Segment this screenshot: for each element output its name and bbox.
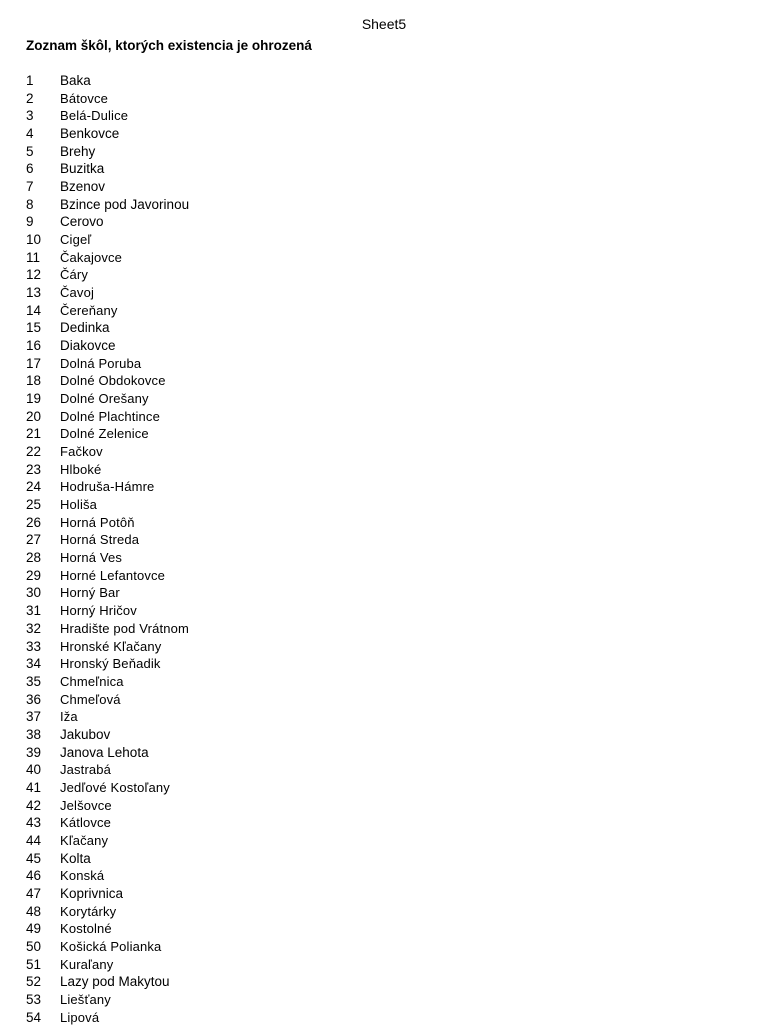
list-item [26,867,189,885]
list-item [26,655,189,673]
row-number: 50 [26,938,42,954]
row-number: 33 [26,638,42,654]
school-name: Fačkov [60,444,103,460]
school-name: Cerovo [60,214,104,230]
row-number: 22 [26,444,42,460]
list-item [26,567,189,585]
row-number: 10 [26,232,42,248]
list-item [26,196,189,214]
list-item [26,620,189,638]
school-list [26,72,189,1026]
school-name: Kostolné [60,921,112,937]
school-name: Dolné Zelenice [60,426,149,442]
list-item [26,302,189,320]
school-name: Cigeľ [60,232,92,248]
list-item [26,90,189,108]
list-item [26,143,189,161]
school-name: Horný Hričov [60,603,137,619]
school-name: Čáry [60,267,89,283]
row-number: 34 [26,656,42,672]
school-name: Hronské Kľačany [60,638,162,654]
list-item [26,938,189,956]
list-item [26,744,189,762]
row-number: 16 [26,338,42,354]
row-number: 25 [26,497,42,513]
row-number: 17 [26,355,42,371]
school-name: Čavoj [60,285,94,301]
list-item [26,726,189,744]
list-item [26,956,189,974]
school-name: Horná Streda [60,532,140,548]
list-item [26,319,189,337]
school-name: Liešťany [60,991,111,1007]
row-number: 37 [26,709,42,725]
row-number: 39 [26,744,42,760]
school-name: Dedinka [60,320,110,336]
list-item [26,832,189,850]
school-name: Chmeľová [60,691,121,707]
school-name: Koprivnica [60,885,124,901]
list-item [26,673,189,691]
document-title: Zoznam škôl, ktorých existencia je ohrozená [26,38,312,53]
row-number: 48 [26,903,42,919]
list-item [26,1009,189,1026]
school-name: Jedľové Kostoľany [60,779,170,795]
school-name: Chmeľnica [60,673,124,689]
school-name: Dolné Obdokovce [60,373,166,389]
list-item [26,125,189,143]
list-item [26,797,189,815]
school-name: Bzenov [60,179,106,195]
row-number: 53 [26,991,42,1007]
row-number: 19 [26,391,42,407]
school-name: Čakajovce [60,249,123,265]
row-number: 54 [26,1009,42,1025]
list-item [26,284,189,302]
school-name: Čereňany [60,302,118,318]
list-item [26,249,189,267]
row-number: 27 [26,532,42,548]
list-item [26,496,189,514]
list-item [26,461,189,479]
list-item [26,178,189,196]
row-number: 3 [26,108,34,124]
school-name: Brehy [60,143,96,159]
list-item [26,107,189,125]
row-number: 1 [26,73,34,88]
list-item [26,337,189,355]
list-item [26,973,189,991]
school-name: Horná Ves [60,550,123,566]
school-name: Kolta [60,850,91,866]
list-item [26,638,189,656]
row-number: 20 [26,408,42,424]
list-item [26,372,189,390]
row-number: 23 [26,461,42,477]
school-name: Benkovce [60,126,120,142]
school-name: Janova Lehota [60,744,149,760]
row-number: 8 [26,196,34,212]
school-name: Hlboké [60,461,102,477]
row-number: 52 [26,974,42,990]
list-item [26,408,189,426]
school-name: Košická Polianka [60,938,162,954]
row-number: 14 [26,302,42,318]
row-number: 42 [26,797,42,813]
school-name: Jastrabá [60,762,112,778]
row-number: 15 [26,320,42,336]
row-number: 40 [26,762,42,778]
row-number: 21 [26,426,42,442]
list-item [26,584,189,602]
list-item [26,903,189,921]
row-number: 51 [26,956,42,972]
list-item [26,850,189,868]
sheet-name: Sheet5 [361,16,407,32]
row-number: 49 [26,921,42,937]
school-name: Belá-Dulice [60,108,129,124]
school-name: Horný Bar [60,585,120,601]
school-name: Baka [60,73,91,88]
row-number: 44 [26,832,42,848]
school-name: Horné Lefantovce [60,567,166,583]
row-number: 46 [26,868,42,884]
list-item [26,814,189,832]
school-name: Bzince pod Javorinou [60,196,190,212]
row-number: 13 [26,285,42,301]
list-item [26,779,189,797]
list-item [26,266,189,284]
row-number: 45 [26,850,42,866]
school-name: Diakovce [60,338,116,354]
list-item [26,478,189,496]
row-number: 26 [26,514,42,530]
row-number: 5 [26,143,34,159]
school-name: Horná Potôň [60,514,135,530]
row-number: 11 [26,249,41,265]
school-name: Kátlovce [60,815,112,831]
list-item [26,231,189,249]
list-item [26,708,189,726]
list-item [26,514,189,532]
row-number: 7 [26,179,34,195]
row-number: 6 [26,161,34,177]
school-name: Dolné Plachtince [60,408,160,424]
school-name: Buzitka [60,161,105,177]
list-item [26,991,189,1009]
row-number: 30 [26,585,42,601]
row-number: 36 [26,691,42,707]
list-item [26,885,189,903]
school-name: Dolné Orešany [60,391,149,407]
list-item [26,72,189,90]
row-number: 47 [26,885,42,901]
school-name: Lipová [60,1009,100,1025]
school-name: Kuraľany [60,956,114,972]
list-item [26,691,189,709]
row-number: 41 [26,779,42,795]
school-name: Hodruša-Hámre [60,479,155,495]
list-item [26,761,189,779]
row-number: 9 [26,214,34,230]
school-name: Bátovce [60,90,109,106]
school-name: Hradište pod Vrátnom [60,620,189,636]
list-item [26,549,189,567]
school-name: Holiša [60,497,98,513]
row-number: 28 [26,550,42,566]
list-item [26,355,189,373]
list-item [26,443,189,461]
list-item [26,390,189,408]
row-number: 4 [26,126,34,142]
school-name: Hronský Beňadik [60,656,161,672]
row-number: 32 [26,620,42,636]
list-item [26,213,189,231]
row-number: 29 [26,567,42,583]
row-number: 43 [26,815,42,831]
school-name: Konská [60,868,105,884]
row-number: 35 [26,673,42,689]
row-number: 31 [26,603,42,619]
school-name: Dolná Poruba [60,355,142,371]
list-item [26,602,189,620]
list-item [26,920,189,938]
school-name: Kľačany [60,832,109,848]
row-number: 12 [26,267,42,283]
school-name: Jakubov [60,726,111,742]
school-name: Iža [60,709,78,725]
row-number: 38 [26,726,42,742]
school-name: Lazy pod Makytou [60,974,170,990]
list-item [26,531,189,549]
list-item [26,160,189,178]
school-name: Jelšovce [60,797,112,813]
school-name: Korytárky [60,903,117,919]
list-item [26,425,189,443]
row-number: 18 [26,373,42,389]
row-number: 24 [26,479,42,495]
row-number: 2 [26,90,34,106]
